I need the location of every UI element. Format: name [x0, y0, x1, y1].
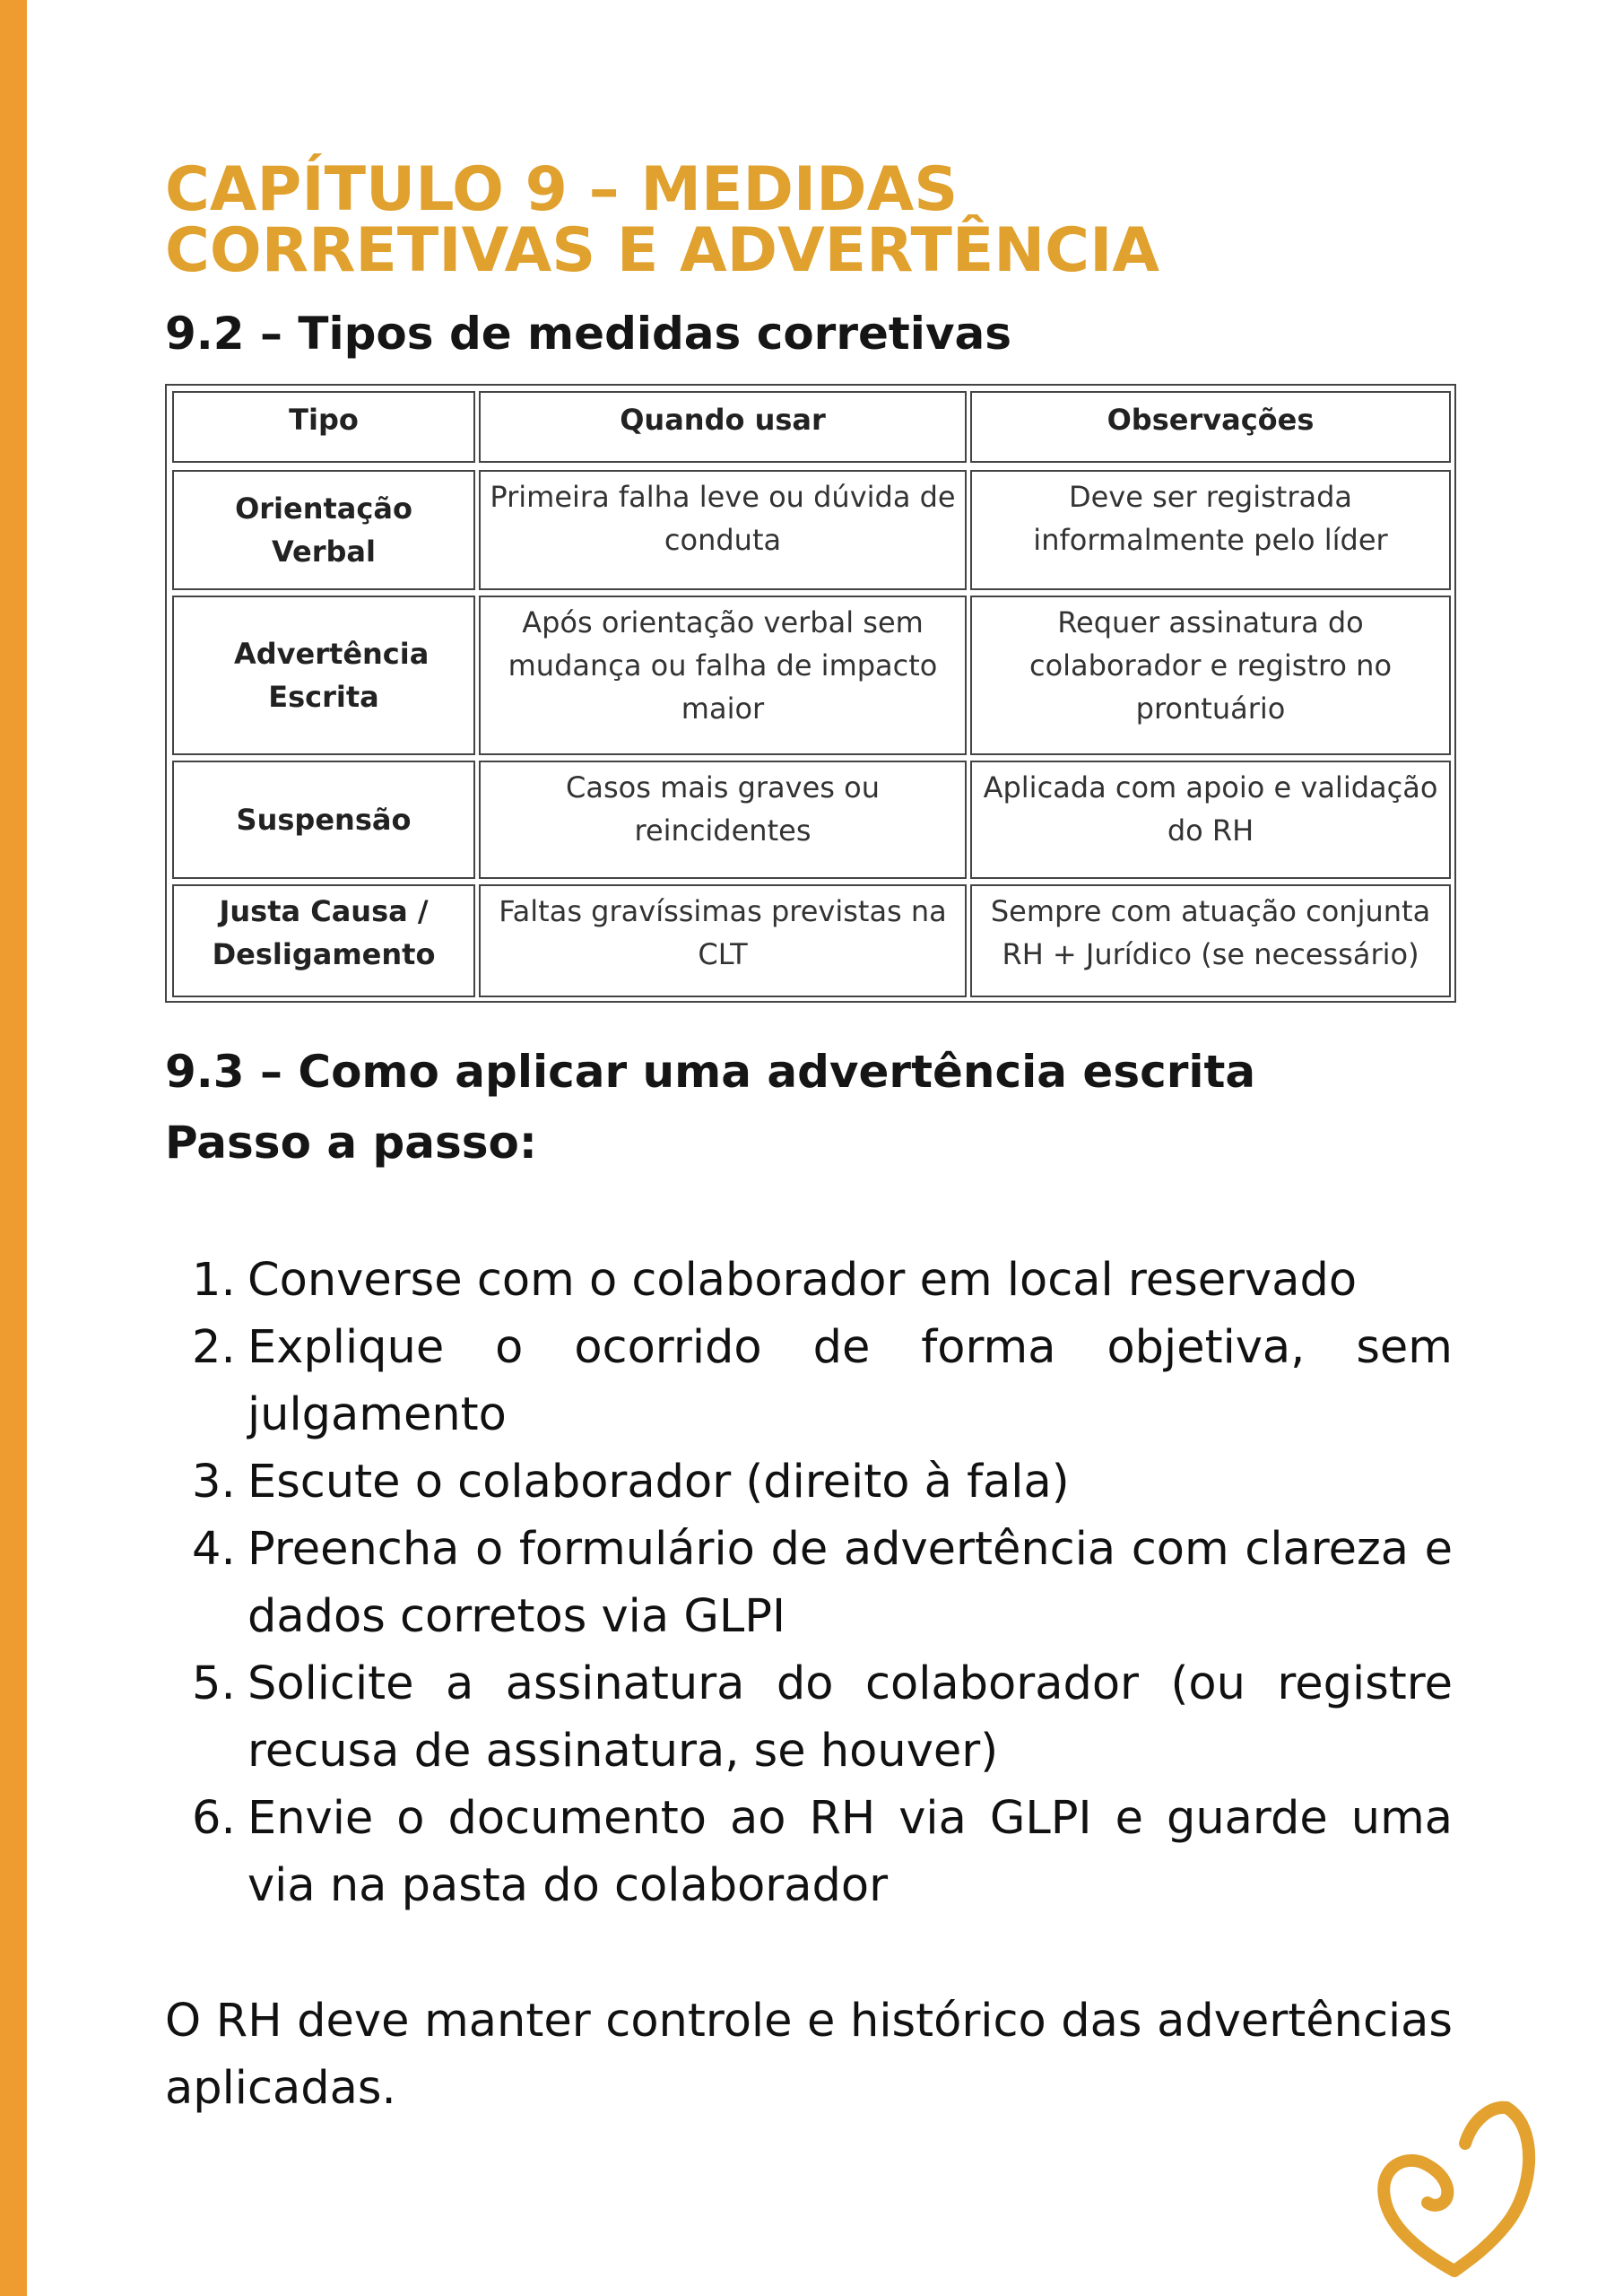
table-row-1-quando: Primeira falha leve ou dúvida de conduta — [479, 470, 967, 590]
steps-list — [192, 1247, 1453, 1919]
closing-paragraph: O RH deve manter controle e histórico das advertências aplicadas. — [165, 1995, 1453, 2115]
table-row-2-tipo-text: Advertência Escrita — [234, 637, 430, 714]
list-item: 1. Converse com o colaborador em local reservado — [192, 1254, 1358, 1307]
list-item: 4. Preencha o formulário de advertência com clareza e dados corretos via GLPI — [192, 1523, 1453, 1643]
chapter-title — [165, 154, 1510, 286]
list-item: 3. Escute o colaborador (direito à fala) — [192, 1456, 1070, 1509]
table-row-3-obs: Aplicada com apoio e validação do RH — [970, 761, 1451, 879]
section-9-3-heading: 9.3 – Como aplicar uma advertência escrita — [165, 1046, 1256, 1098]
table-row-4-tipo — [172, 884, 475, 997]
passo-a-passo-heading: Passo a passo: — [165, 1117, 537, 1169]
table-row-2-tipo — [172, 596, 475, 755]
table-row-2-quando: Após orientação verbal sem mudança ou falha de impacto maior — [479, 596, 967, 755]
list-item: 5. Solicite a assinatura do colaborador (ou registre recusa de assinatura, se houver) — [192, 1657, 1453, 1778]
side-accent-bar — [0, 0, 27, 2296]
list-item: 6. Envie o documento ao RH via GLPI e guarde uma via na pasta do colaborador — [192, 1792, 1453, 1912]
table-header-observacoes: Observações — [970, 391, 1451, 463]
heart-logo-icon — [1372, 2090, 1551, 2278]
chapter-title-line2: CORRETIVAS E ADVERTÊNCIA — [165, 215, 1160, 286]
table-row-1-obs: Deve ser registrada informalmente pelo líder — [970, 470, 1451, 590]
table-row-3-quando — [479, 761, 967, 879]
table-row-2-obs: Requer assinatura do colaborador e registro no prontuário — [970, 596, 1451, 755]
corrective-measures-table — [165, 384, 1456, 1003]
list-item: 2. Explique o ocorrido de forma objetiva, sem julgamento — [192, 1321, 1453, 1441]
table-header-tipo: Tipo — [172, 391, 475, 463]
table-row-1-tipo: Orientação Verbal — [172, 470, 475, 590]
table-header-quando: Quando usar — [479, 391, 967, 463]
table-row-4-quando: Faltas gravíssimas previstas na CLT — [479, 884, 967, 997]
table-row-4-tipo-text: Justa Causa / Desligamento — [212, 894, 436, 971]
table-row-4-obs: Sempre com atuação conjunta RH + Jurídico (se necessário) — [970, 884, 1451, 997]
chapter-title-line1: CAPÍTULO 9 – MEDIDAS — [165, 154, 959, 225]
section-9-2-heading: 9.2 – Tipos de medidas corretivas — [165, 308, 1012, 360]
table-row-3-quando-text: Casos mais graves ou reincidentes — [566, 770, 880, 848]
table-row-3-tipo: Suspensão — [172, 761, 475, 879]
